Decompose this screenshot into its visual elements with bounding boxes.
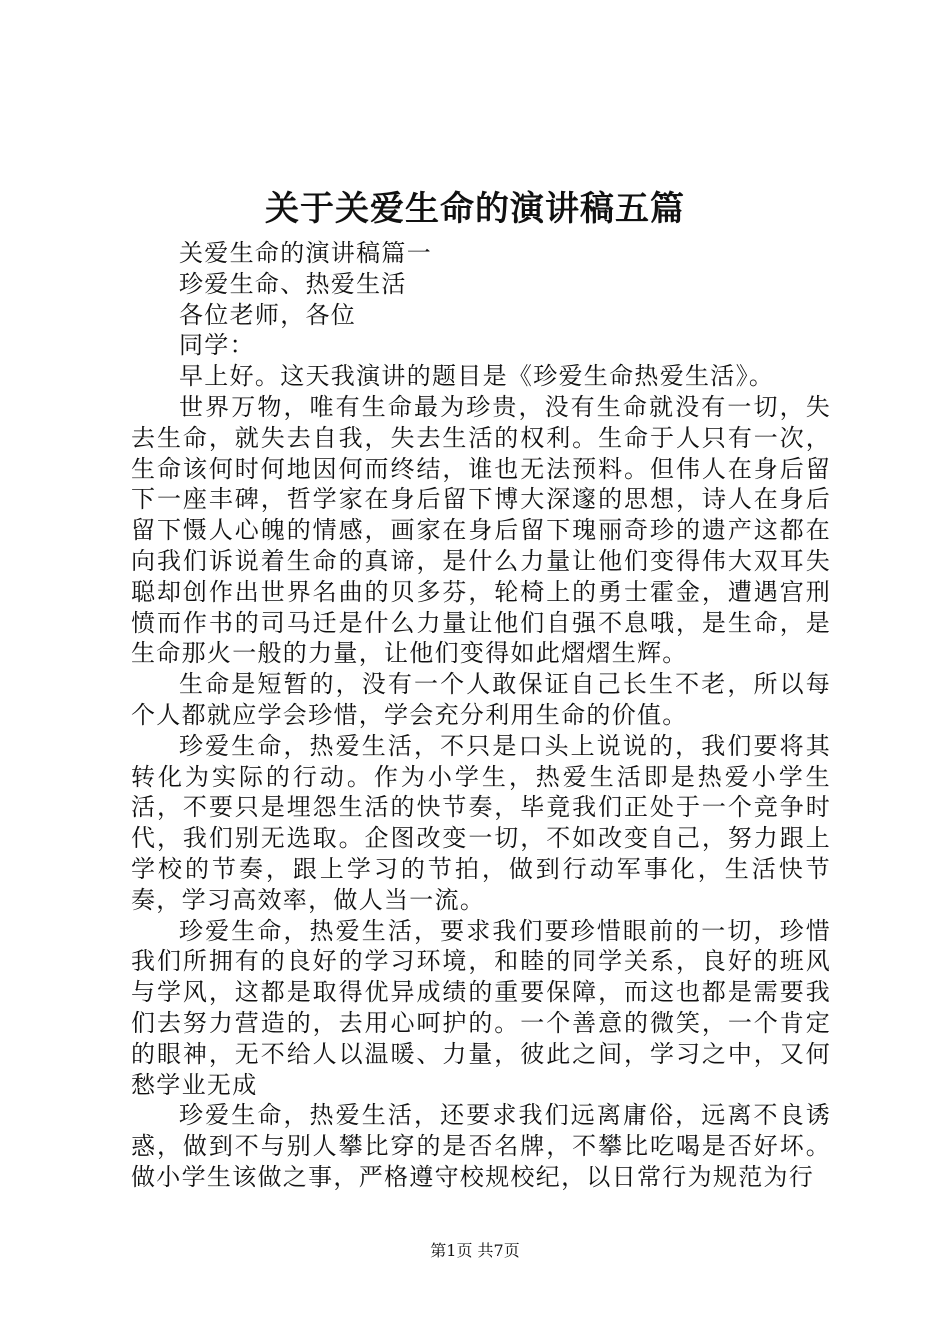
paragraph: 珍爱生命、热爱生活: [179, 269, 407, 298]
document-title: 关于关爱生命的演讲稿五篇: [265, 189, 685, 229]
paragraph: 关爱生命的演讲稿篇一: [179, 239, 432, 267]
paragraph: 生命是短暂的，没有一个人敢保证自己长生不老，所以每个人都就应学会珍惜，学会充分利用生命的价值。: [131, 670, 831, 729]
document-body: [131, 238, 831, 1193]
page-footer: 第1页 共7页: [430, 1241, 520, 1260]
paragraph: 珍爱生命，热爱生活，要求我们要珍惜眼前的一切，珍惜我们所拥有的良好的学习环境，和睦的同学关系，良好的班风与学风，这都是取得优异成绩的重要保障，而这也都是需要我们去努力营造的，去用心呵护的。一个善意的微笑，一个肯定的眼神，无不给人以温暖、力量，彼此之间，学习之中，又何愁学业无成: [131, 916, 831, 1099]
paragraph: 各位老师，各位: [179, 300, 357, 329]
paragraph: 珍爱生命，热爱生活，不只是口头上说说的，我们要将其转化为实际的行动。作为小学生，热爱生活即是热爱小学生活，不要只是埋怨生活的快节奏，毕竟我们正处于一个竞争时代，我们别无选取。企图改变一切，不如改变自己，努力跟上学校的节奏，跟上学习的节拍，做到行动军事化，生活快节奏，学习高效率，做人当一流。: [131, 731, 831, 914]
paragraph: 同学：: [179, 331, 255, 360]
paragraph: 世界万物，唯有生命最为珍贵，没有生命就没有一切，失去生命，就失去自我，失去生活的权利。生命于人只有一次，生命该何时何地因何而终结，谁也无法预料。但伟人在身后留下一座丰碑，哲学家在身后留下博大深邃的思想，诗人在身后留下慑人心魄的情感，画家在身后留下瑰丽奇珍的遗产这都在向我们诉说着生命的真谛，是什么力量让他们变得伟大双耳失聪却创作出世界名曲的贝多芬，轮椅上的勇士霍金，遭遇宫刑愤而作书的司马迁是什么力量让他们自强不息哦，是生命，是生命那火一般的力量，让他们变得如此熠熠生辉。: [131, 392, 831, 668]
paragraph: 珍爱生命，热爱生活，还要求我们远离庸俗，远离不良诱惑，做到不与别人攀比穿的是否名牌，不攀比吃喝是否好坏。做小学生该做之事，严格遵守校规校纪，以日常行为规范为行: [131, 1101, 831, 1191]
paragraph: 早上好。这天我演讲的题目是《珍爱生命热爱生活》。: [179, 362, 775, 391]
